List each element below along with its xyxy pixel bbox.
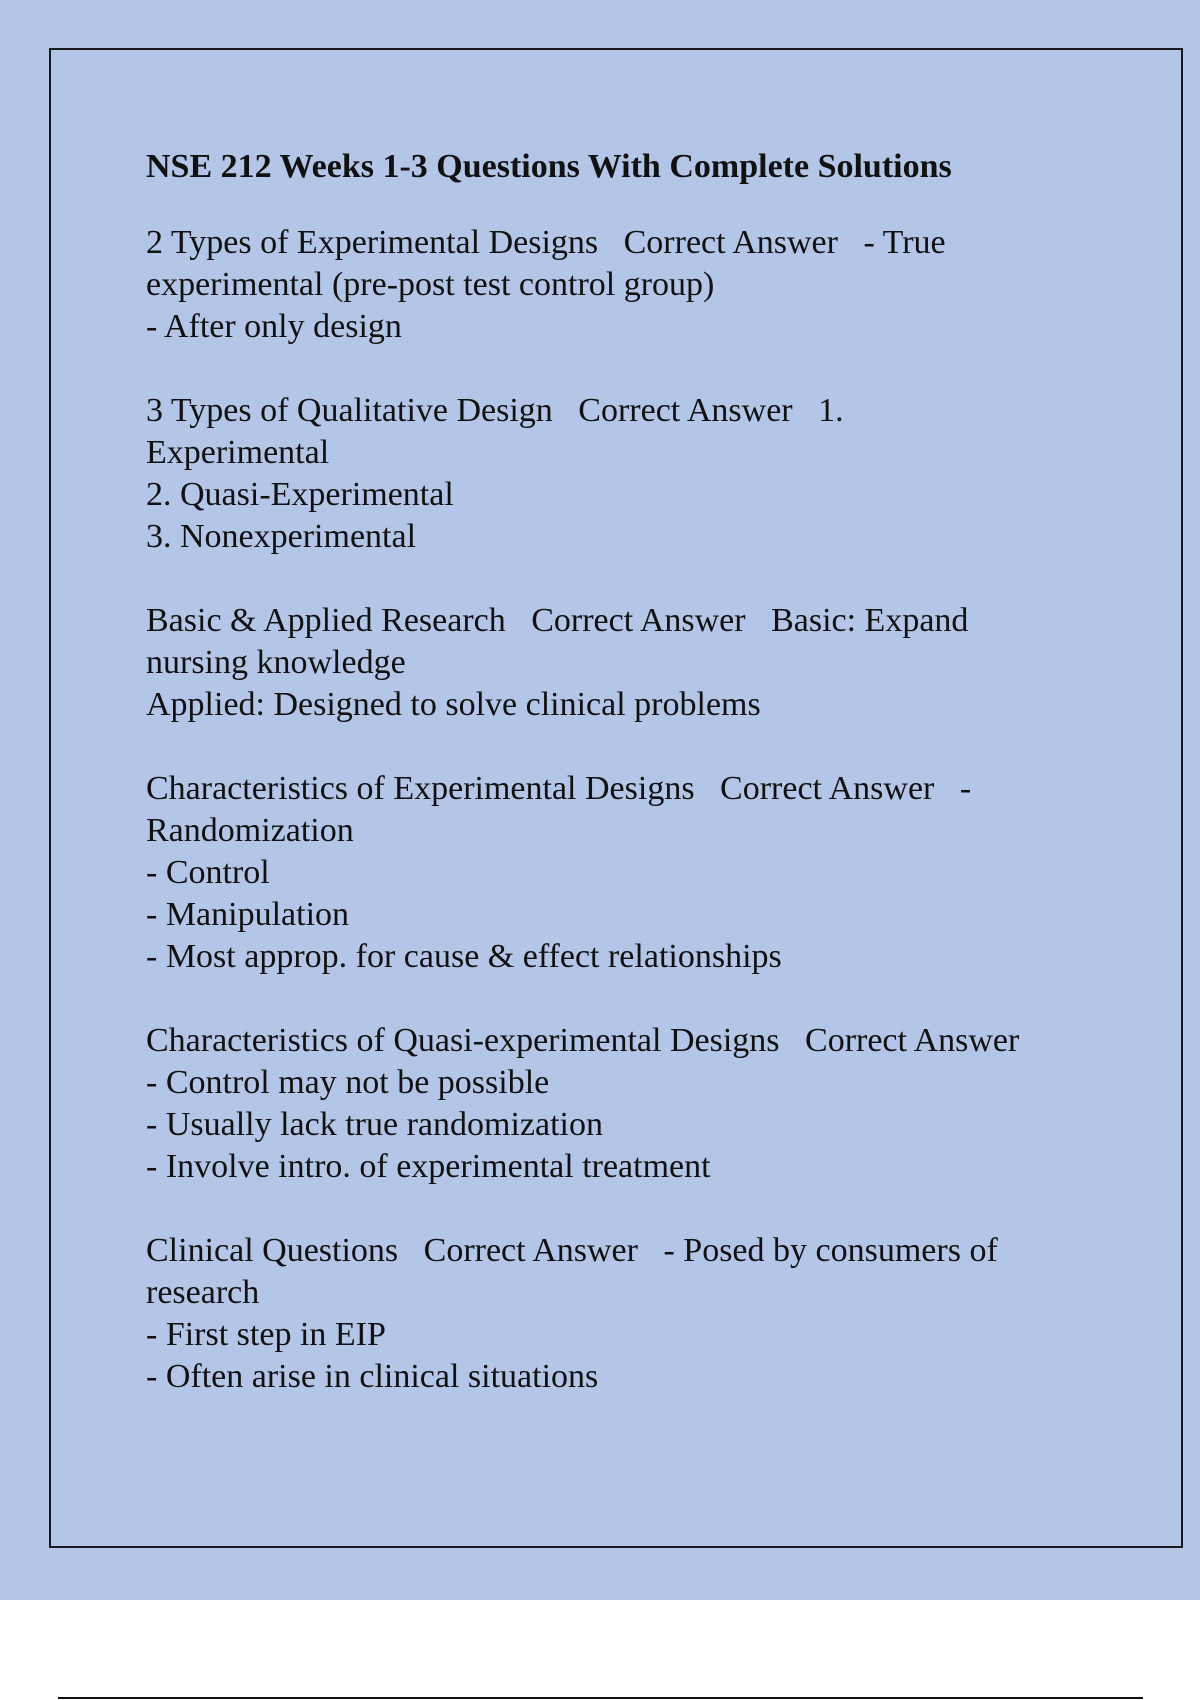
qa-line: Clinical Questions Correct Answer - Posed by consumers of — [146, 1232, 998, 1269]
qa-line: 2 Types of Experimental Designs Correct Answer - True — [146, 224, 946, 261]
qa-section-experimental-design-types — [146, 222, 1086, 348]
qa-section-experimental-characteristics — [146, 768, 1086, 978]
qa-line: - Involve intro. of experimental treatment — [146, 1148, 711, 1185]
qa-section-clinical-questions — [146, 1230, 1086, 1398]
qa-line: - After only design — [146, 308, 402, 345]
document-content — [146, 142, 1086, 1440]
qa-line: nursing knowledge — [146, 644, 406, 681]
qa-line: 3. Nonexperimental — [146, 518, 417, 555]
qa-line: Characteristics of Experimental Designs Correct Answer - — [146, 770, 972, 807]
qa-line: research — [146, 1274, 260, 1311]
qa-section-quasi-experimental-characteristics — [146, 1020, 1086, 1188]
qa-line: Randomization — [146, 812, 354, 849]
qa-line: - Most approp. for cause & effect relationships — [146, 938, 782, 975]
document-title: NSE 212 Weeks 1-3 Questions With Complete Solutions — [146, 148, 952, 185]
qa-line: experimental (pre-post test control group) — [146, 266, 715, 303]
qa-line: - Control may not be possible — [146, 1064, 550, 1101]
footer-divider — [58, 1697, 1143, 1699]
qa-line: - First step in EIP — [146, 1316, 386, 1353]
qa-line: Applied: Designed to solve clinical problems — [146, 686, 761, 723]
qa-line: Experimental — [146, 434, 330, 471]
qa-line: - Control — [146, 854, 270, 891]
qa-section-qualitative-design-types — [146, 390, 1086, 558]
qa-line: 2. Quasi-Experimental — [146, 476, 454, 513]
qa-line: - Often arise in clinical situations — [146, 1358, 599, 1395]
qa-line: Characteristics of Quasi-experimental Designs Correct Answer — [146, 1022, 1020, 1059]
qa-line: - Manipulation — [146, 896, 350, 933]
qa-section-basic-applied-research — [146, 600, 1086, 726]
qa-line: Basic & Applied Research Correct Answer Basic: Expand — [146, 602, 969, 639]
qa-line: - Usually lack true randomization — [146, 1106, 603, 1143]
qa-line: 3 Types of Qualitative Design Correct Answer 1. — [146, 392, 844, 429]
